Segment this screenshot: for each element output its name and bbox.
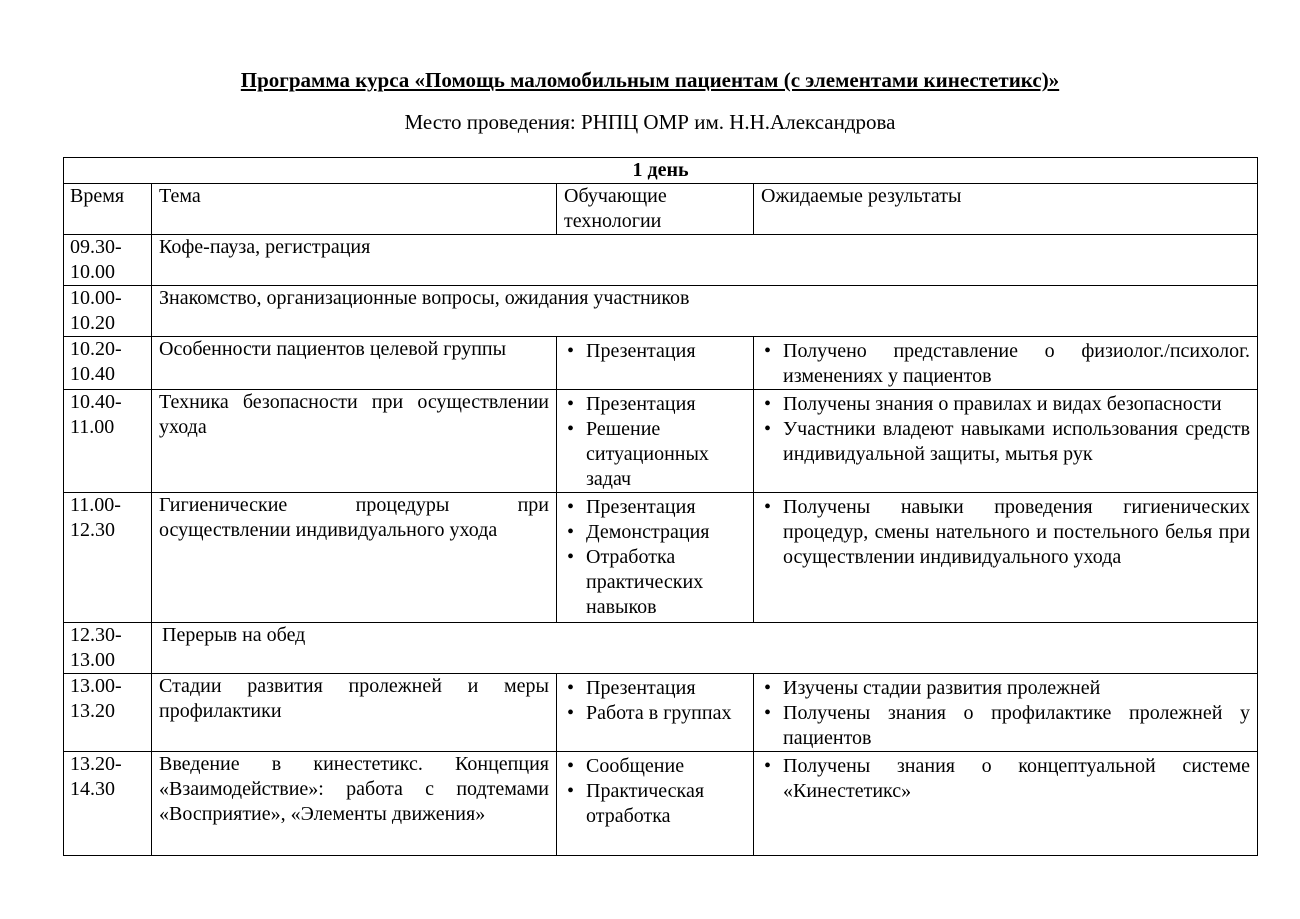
technology-item: • Демонстрация (564, 520, 746, 545)
venue-line: Место проведения: РНПЦ ОМР им. Н.Н.Александрова (404, 110, 896, 134)
table-row (64, 286, 1258, 337)
schedule-table (63, 157, 1258, 856)
row-time: 11.00-12.30 (64, 493, 152, 623)
table-row (64, 752, 1258, 856)
technology-item: • Презентация (564, 495, 746, 520)
result-item: • Изучены стадии развития пролежней (761, 676, 1250, 701)
technology-item: • Отработка практических навыков (564, 545, 746, 620)
row-results (754, 674, 1258, 752)
result-item: • Получены знания о концептуальной системе «Кинестетикс» (761, 754, 1250, 804)
row-technologies (557, 337, 754, 390)
row-topic: Знакомство, организационные вопросы, ожидания участников (152, 286, 1258, 337)
row-topic: Стадии развития пролежней и меры профилактики (152, 674, 557, 752)
result-item: • Получено представление о физиолог./психолог. изменениях у пациентов (761, 339, 1250, 389)
technology-item: • Сообщение (564, 754, 746, 779)
row-results (754, 337, 1258, 390)
row-time: 10.00-10.20 (64, 286, 152, 337)
result-item: • Получены знания о профилактике пролежней у пациентов (761, 701, 1250, 751)
day-row (64, 158, 1258, 184)
table-row (64, 235, 1258, 286)
table-row (64, 493, 1258, 623)
results-list (761, 676, 1250, 751)
technologies-list (564, 676, 746, 726)
header-time: Время (64, 184, 152, 235)
row-topic: Введение в кинестетикс. Концепция «Взаимодействие»: работа с подтемами «Восприятие», «Элементы движения» (152, 752, 557, 856)
technologies-list (564, 392, 746, 492)
row-topic: Особенности пациентов целевой группы (152, 337, 557, 390)
row-time: 13.20-14.30 (64, 752, 152, 856)
row-time: 13.00-13.20 (64, 674, 152, 752)
table-row (64, 390, 1258, 493)
technology-item: • Презентация (564, 339, 746, 364)
header-results: Ожидаемые результаты (754, 184, 1258, 235)
technologies-list (564, 754, 746, 829)
header-technologies: Обучающие технологии (557, 184, 754, 235)
table-row (64, 623, 1258, 674)
row-technologies (557, 674, 754, 752)
technology-item: • Презентация (564, 676, 746, 701)
row-technologies (557, 752, 754, 856)
results-list (761, 392, 1250, 467)
table-row (64, 674, 1258, 752)
row-topic: Гигиенические процедуры при осуществлении индивидуального ухода (152, 493, 557, 623)
row-results (754, 390, 1258, 493)
day-label: 1 день (64, 158, 1258, 184)
technologies-list (564, 339, 746, 364)
row-time: 09.30-10.00 (64, 235, 152, 286)
row-time: 12.30-13.00 (64, 623, 152, 674)
result-item: • Участники владеют навыками использования средств индивидуальной защиты, мытья рук (761, 417, 1250, 467)
row-results (754, 493, 1258, 623)
row-results (754, 752, 1258, 856)
result-item: • Получены знания о правилах и видах безопасности (761, 392, 1250, 417)
technology-item: • Практическая отработка (564, 779, 746, 829)
row-technologies (557, 493, 754, 623)
row-topic: Техника безопасности при осуществлении ухода (152, 390, 557, 493)
technology-item: • Решение ситуационных задач (564, 417, 746, 492)
header-topic: Тема (152, 184, 557, 235)
row-topic: Перерыв на обед (152, 623, 1258, 674)
row-topic: Кофе-пауза, регистрация (152, 235, 1258, 286)
results-list (761, 495, 1250, 570)
document-title: Программа курса «Помощь маломобильным пациентам (с элементами кинестетикс)» (240, 68, 1060, 92)
row-time: 10.40-11.00 (64, 390, 152, 493)
row-time: 10.20-10.40 (64, 337, 152, 390)
technologies-list (564, 495, 746, 620)
technology-item: • Работа в группах (564, 701, 746, 726)
header-row (64, 184, 1258, 235)
results-list (761, 754, 1250, 804)
result-item: • Получены навыки проведения гигиенических процедур, смены нательного и постельного белья при осуществлении индивидуального ухода (761, 495, 1250, 570)
row-technologies (557, 390, 754, 493)
technology-item: • Презентация (564, 392, 746, 417)
table-row (64, 337, 1258, 390)
results-list (761, 339, 1250, 389)
